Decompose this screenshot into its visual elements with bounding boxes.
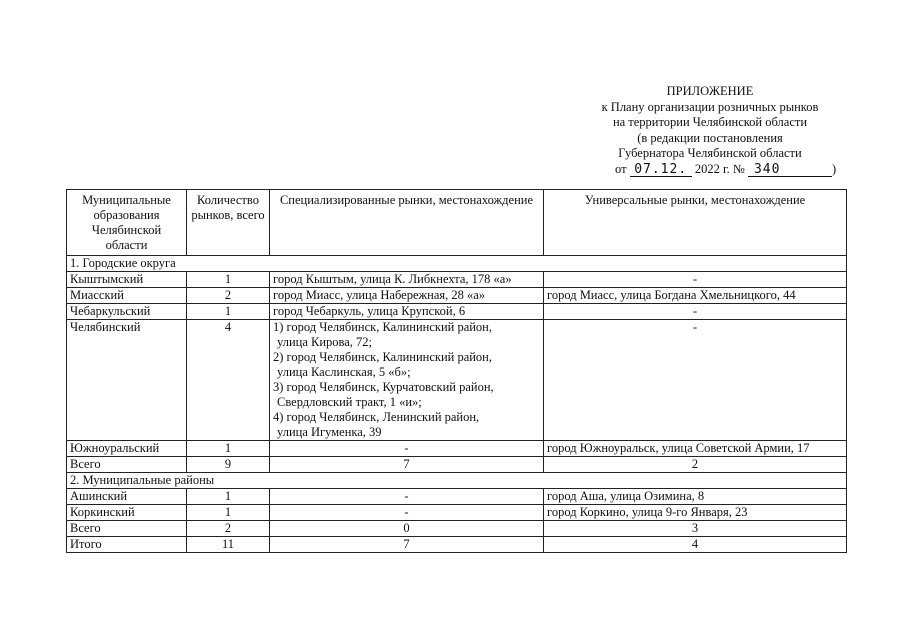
municipality-cell: Всего [67, 521, 187, 537]
count-cell: 1 [187, 505, 270, 521]
document-header [560, 84, 860, 177]
specialized-cell [270, 320, 544, 441]
municipality-cell: Миасский [67, 288, 187, 304]
municipality-cell: Чебаркульский [67, 304, 187, 320]
table-row [67, 521, 847, 537]
count-cell: 1 [187, 489, 270, 505]
specialized-line: - [404, 441, 409, 455]
markets-table [66, 189, 847, 553]
count-cell: 1 [187, 272, 270, 288]
header-universal: Универсальные рынки, местонахождение [544, 190, 847, 256]
specialized-line: улица Игуменка, 39 [277, 425, 382, 439]
table-row [67, 489, 847, 505]
header-count: Количество рынков, всего [187, 190, 270, 256]
table-row [67, 457, 847, 473]
universal-cell: город Аша, улица Озимина, 8 [544, 489, 847, 505]
section-title: 2. Муниципальные районы [67, 473, 847, 489]
specialized-line: город Чебаркуль, улица Крупской, 6 [273, 304, 466, 318]
specialized-line: Свердловский тракт, 1 «и»; [277, 395, 422, 409]
specialized-line: 2) город Челябинск, Калининский район, [273, 350, 493, 364]
universal-cell: - [544, 272, 847, 288]
count-cell: 1 [187, 441, 270, 457]
header-line-territory: на территории Челябинской области [612, 115, 808, 129]
universal-cell: 3 [544, 521, 847, 537]
specialized-line: 1) город Челябинск, Калининский район, [273, 320, 493, 334]
count-cell: 11 [187, 537, 270, 553]
header-line-plan: к Плану организации розничных рынков [601, 99, 819, 114]
count-cell: 9 [187, 457, 270, 473]
specialized-line: улица Каслинская, 5 «б»; [277, 365, 411, 379]
universal-cell: город Южноуральск, улица Советской Армии, 17 [544, 441, 847, 457]
table-row [67, 288, 847, 304]
universal-cell: город Миасс, улица Богдана Хмельницкого, 44 [544, 288, 847, 304]
section-title: 1. Городские округа [67, 256, 847, 272]
table-row [67, 320, 847, 441]
municipality-cell: Ашинский [67, 489, 187, 505]
table-row [67, 441, 847, 457]
table-body [67, 256, 847, 553]
specialized-cell [270, 441, 544, 457]
specialized-line: - [404, 489, 409, 503]
specialized-line: город Миасс, улица Набережная, 28 «а» [273, 288, 486, 302]
header-line-edition: (в редакции постановления [637, 130, 783, 145]
count-cell: 2 [187, 521, 270, 537]
table-row [67, 272, 847, 288]
specialized-line: улица Кирова, 72; [277, 335, 373, 349]
specialized-cell [270, 272, 544, 288]
municipality-cell: Южноуральский [67, 441, 187, 457]
count-cell: 2 [187, 288, 270, 304]
header-line-title: ПРИЛОЖЕНИЕ [666, 84, 754, 98]
specialized-cell [270, 288, 544, 304]
universal-cell: город Коркино, улица 9-го Января, 23 [544, 505, 847, 521]
decree-number: 340 [748, 163, 832, 177]
date-prefix: от [615, 161, 627, 176]
universal-cell: - [544, 304, 847, 320]
specialized-line: 0 [403, 521, 410, 535]
universal-cell: - [544, 320, 847, 441]
count-cell: 4 [187, 320, 270, 441]
specialized-line: 3) город Челябинск, Курчатовский район, [273, 380, 494, 394]
specialized-line: город Кыштым, улица К. Либкнехта, 178 «а» [273, 272, 512, 286]
specialized-line: 4) город Челябинск, Ленинский район, [273, 410, 480, 424]
year-text: 2022 г. № [694, 161, 745, 176]
municipality-cell: Коркинский [67, 505, 187, 521]
header-specialized: Специализированные рынки, местонахождение [270, 190, 544, 256]
specialized-cell [270, 505, 544, 521]
table-header-row [67, 190, 847, 256]
section-row [67, 473, 847, 489]
universal-cell: 2 [544, 457, 847, 473]
header-date-line [560, 162, 860, 178]
specialized-cell [270, 489, 544, 505]
specialized-cell [270, 521, 544, 537]
header-municipality: Муниципальные образования Челябинской области [67, 190, 187, 256]
specialized-line: - [404, 505, 409, 519]
universal-cell: 4 [544, 537, 847, 553]
municipality-cell: Итого [67, 537, 187, 553]
specialized-line: 7 [403, 457, 410, 471]
municipality-cell: Всего [67, 457, 187, 473]
header-line-governor: Губернатора Челябинской области [618, 146, 802, 160]
section-row [67, 256, 847, 272]
close-paren: ) [831, 161, 837, 176]
specialized-cell [270, 304, 544, 320]
table-row [67, 537, 847, 553]
municipality-cell: Челябинский [67, 320, 187, 441]
specialized-cell [270, 457, 544, 473]
specialized-line: 7 [403, 537, 410, 551]
specialized-cell [270, 537, 544, 553]
table-row [67, 505, 847, 521]
date-value: 07.12. [630, 163, 692, 177]
table-row [67, 304, 847, 320]
count-cell: 1 [187, 304, 270, 320]
municipality-cell: Кыштымский [67, 272, 187, 288]
